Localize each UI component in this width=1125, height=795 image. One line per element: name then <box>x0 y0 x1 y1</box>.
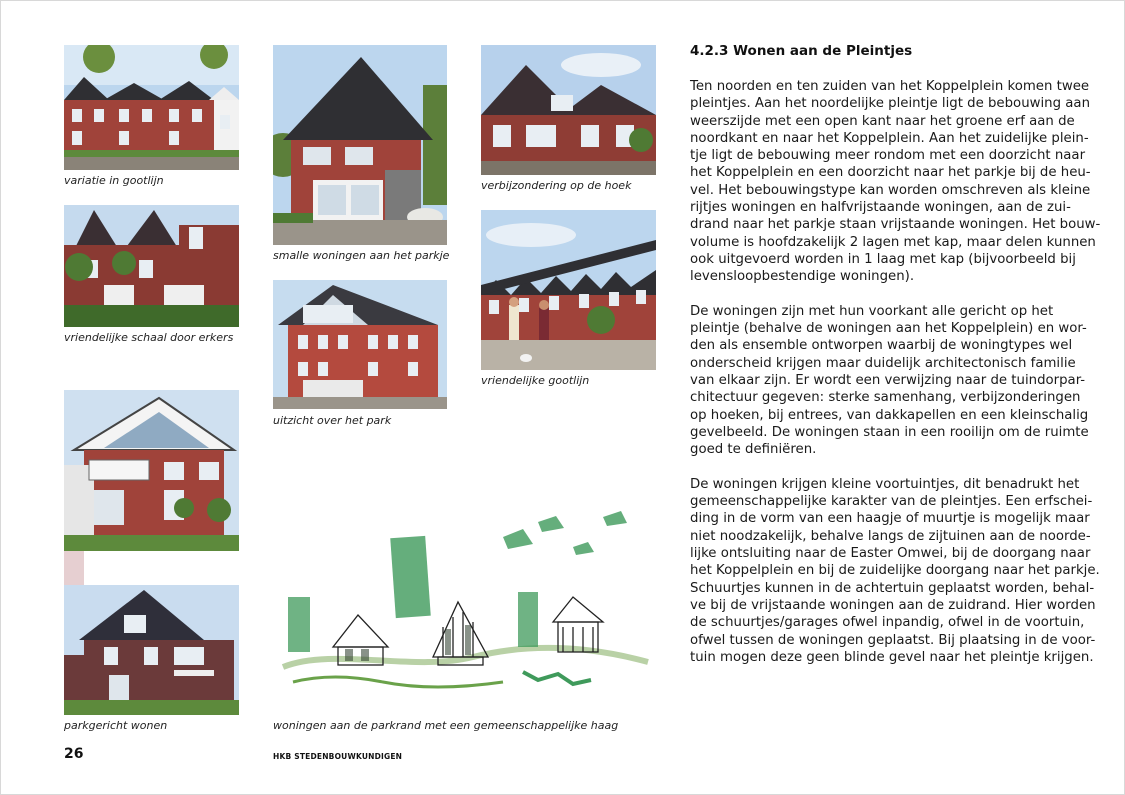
text-line: het Koppelplein en een doorzicht naar het parkje bij de heu- <box>690 165 1091 181</box>
text-line: pleintje (behalve de woningen aan het Koppelplein) en wor- <box>690 321 1087 337</box>
text-line: ding in de vorm van een haagje of muurtje is mogelijk maar <box>690 511 1090 527</box>
text-line: goed te definiëren. <box>690 442 817 458</box>
photo-houses-bay-windows <box>64 205 239 327</box>
caption-vriendelijke-schaal: vriendelijke schaal door erkers <box>64 331 234 344</box>
text-line: drand naar het parkje staan vrijstaande woningen. Het bouw- <box>690 217 1101 233</box>
caption-vriendelijke-gootlijn: vriendelijke gootlijn <box>481 374 590 387</box>
text-line: pleintjes. Aan het noordelijke pleintje ligt de bebouwing aan <box>690 96 1091 112</box>
text-line: Ten noorden en ten zuiden van het Koppelplein komen twee <box>690 79 1090 94</box>
text-line: op hoeken, bij entrees, van dakkapellen en een kleinschalig <box>690 407 1089 423</box>
text-line: gevelbeeld. De woningen staan in een rooilijn om de ruimte <box>690 424 1089 440</box>
photo-park-oriented-house <box>64 585 239 715</box>
photo-narrow-house-by-park <box>273 45 447 245</box>
text-line: De woningen krijgen kleine voortuintjes, dit benadrukt het <box>690 476 1080 492</box>
footer-brand: HKB STEDENBOUWKUNDIGEN <box>273 752 403 761</box>
text-line: noordkant en naar het Koppelplein. Aan het zuidelijke plein- <box>690 130 1089 146</box>
section-heading: 4.2.3 Wonen aan de Pleintjes <box>690 43 913 59</box>
text-line: chitectuur gegeven: sterke samenhang, verbijzonderingen <box>690 390 1081 406</box>
caption-variatie-in-gootlijn: variatie in gootlijn <box>64 174 164 187</box>
text-line: weerszijde met een open kant naar het groene erf aan de <box>690 113 1075 129</box>
text-line: Schuurtjes kunnen in de achtertuin geplaatst worden, behal- <box>690 580 1095 596</box>
paragraph-1 <box>690 78 1101 286</box>
sketch-houses-park-edge <box>273 497 656 712</box>
text-line: levensloopbestendige woningen). <box>690 269 915 285</box>
text-line: ve bij de vrijstaande woningen aan de zuidrand. Hier worden <box>690 597 1096 613</box>
paragraph-gap <box>690 286 1080 303</box>
caption-uitzicht-over-het-park: uitzicht over het park <box>273 414 392 427</box>
photo-street-friendly-eaves <box>481 210 656 370</box>
decorative-pink-block <box>64 551 84 585</box>
text-line: ofwel tussen de woningen geplaatst. Bij plaatsing in de voor- <box>690 632 1096 648</box>
photo-row-houses-varied-eaves <box>64 45 239 170</box>
text-line: het Koppelplein en bij de zuidelijke doorgang naar het parkje. <box>690 563 1100 579</box>
text-line: van elkaar zijn. Er wordt een verwijzing naar de tuindorpar- <box>690 373 1086 389</box>
paragraph-3 <box>690 476 1100 666</box>
page-number: 26 <box>64 746 84 762</box>
paragraph-2 <box>690 303 1089 459</box>
text-line: De woningen zijn met hun voorkant alle gericht op het <box>690 303 1054 319</box>
caption-parkgericht-wonen: parkgericht wonen <box>64 719 168 732</box>
text-line: ook uitgevoerd worden in 1 laag met kap (bijvoorbeeld bij <box>690 251 1076 267</box>
text-line: gemeenschappelijke karakter van de pleintjes. Een erfschei- <box>690 494 1093 510</box>
paragraph-gap <box>690 459 1080 476</box>
text-line: tje ligt de bebouwing meer rondom met een doorzicht naar <box>690 148 1086 164</box>
body-text <box>690 78 1101 666</box>
caption-verbijzondering-op-de-hoek: verbijzondering op de hoek <box>481 179 632 192</box>
photo-detached-white-gable-house <box>64 390 239 551</box>
text-line: niet noodzakelijk, behalve langs de zijtuinen aan de noorde- <box>690 528 1091 544</box>
text-line: rijtjes woningen en halfvrijstaande woningen, aan de zui- <box>690 200 1071 216</box>
text-line: den als ensemble ontworpen waarbij de woningtypes wel <box>690 338 1073 354</box>
text-line: tuin mogen deze geen blinde gevel naar het pleintje krijgen. <box>690 649 1094 665</box>
text-line: vel. Het bebouwingstype kan worden omschreven als kleine <box>690 182 1091 198</box>
photo-park-view-house <box>273 280 447 409</box>
caption-smalle-woningen: smalle woningen aan het parkje <box>273 249 450 262</box>
text-line: lijke ontsluiting naar de Easter Omwei, bij de doorgang naar <box>690 546 1091 562</box>
caption-woningen-aan-de-parkrand: woningen aan de parkrand met een gemeenschappelijke haag <box>273 719 619 732</box>
text-line: volume is hoofdzakelijk 2 lagen met kap, maar delen kunnen <box>690 234 1096 250</box>
photo-corner-house <box>481 45 656 175</box>
text-line: onderscheid krijgen maar duidelijk architectonisch familie <box>690 355 1076 371</box>
text-line: de schuurtjes/garages ofwel inpandig, ofwel in de voortuin, <box>690 615 1085 631</box>
